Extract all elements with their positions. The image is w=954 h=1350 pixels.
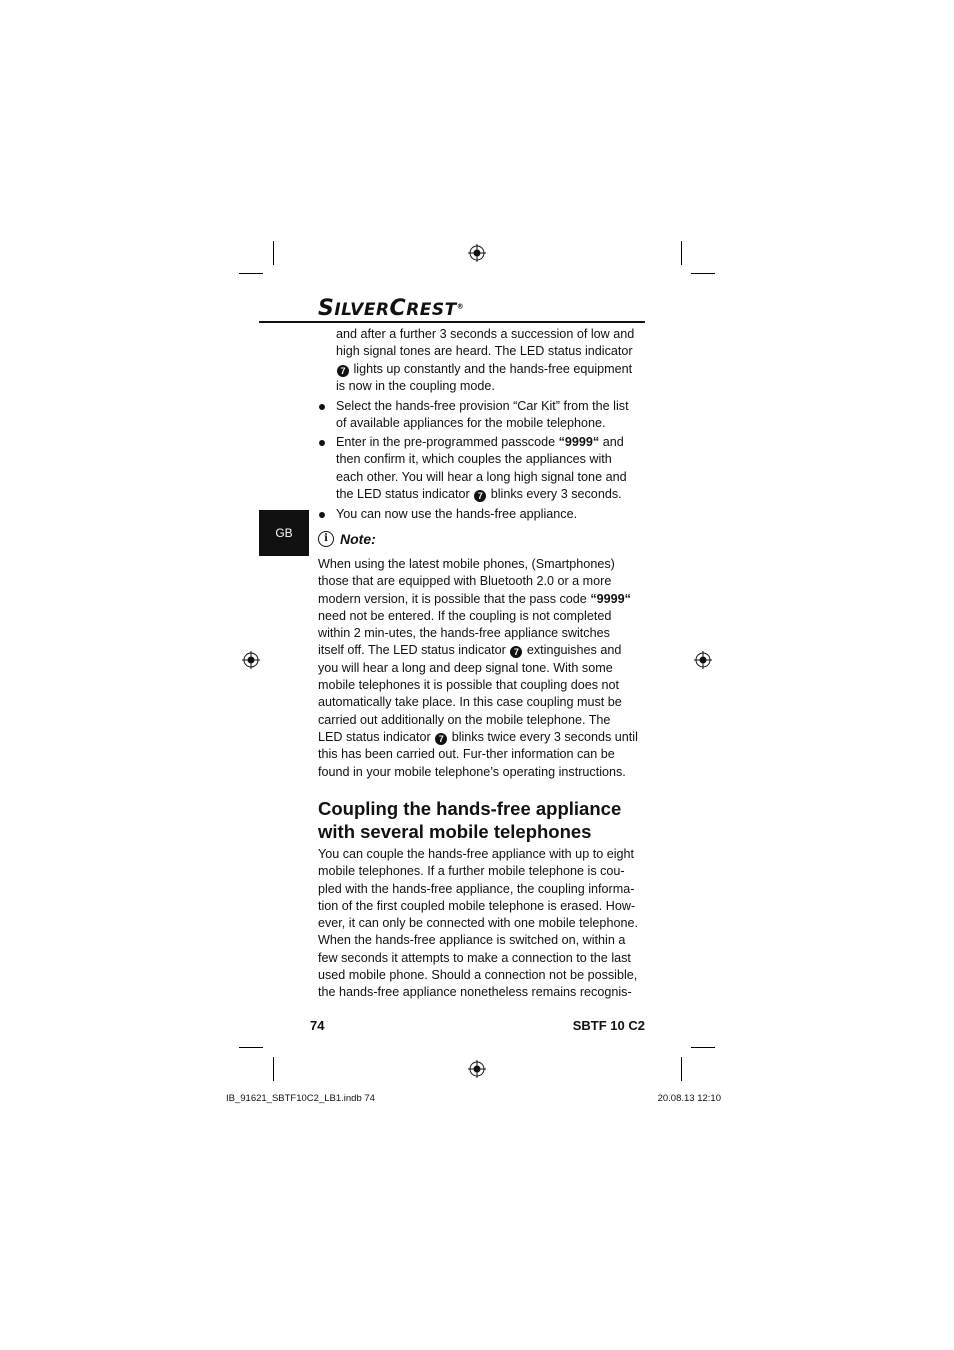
silvercrest-logo: SILVERCREST® (318, 296, 465, 321)
status-indicator-number-icon: 7 (435, 733, 447, 745)
registration-mark-icon (242, 651, 260, 669)
list-item: You can now use the hands-free appliance. (336, 507, 578, 521)
crop-mark (681, 1057, 682, 1081)
crop-mark (691, 273, 715, 274)
list-item: Enter in the pre-programmed passcode “9999“ and then confirm it, which couples the appliances with each other. You will hear a long high signal tone and the LED status indicator 7 blinks every 3 seconds. (336, 435, 627, 501)
status-indicator-number-icon: 7 (337, 365, 349, 377)
status-indicator-number-icon: 7 (510, 646, 522, 658)
crop-mark (691, 1047, 715, 1048)
crop-mark (681, 241, 682, 265)
info-icon: i (318, 531, 334, 547)
crop-mark (273, 241, 274, 265)
crop-mark (273, 1057, 274, 1081)
note-heading: i Note: (318, 531, 376, 547)
status-indicator-number-icon: 7 (474, 490, 486, 502)
model-number: SBTF 10 C2 (572, 1018, 645, 1033)
slug-date: 20.08.13 12:10 (657, 1093, 721, 1104)
note-paragraph: When using the latest mobile phones, (Smartphones) those that are equipped with Bluetooth 2.0 or a more modern version, it is possible that the pass code “9999“ need not be entered. If the coupling is not completed within 2 min-utes, the hands-free appliance switches itself off. The LED status indicator 7 extinguishes and you will hear a long and deep signal tone. With some mobile telephones it is possible that coupling does not automatically take place. In this case coupling must be carried out additionally on the mobile telephone. The LED status indicator 7 blinks twice every 3 seconds until this has been carried out. Fur-ther information can be found in your mobile telephone’s operating instructions. (318, 557, 638, 779)
intro-paragraph: and after a further 3 seconds a succession of low and high signal tones are heard. The LED status indicator 7 lights up constantly and the hands-free equipment is now in the coupling mode. (336, 327, 635, 393)
bullet-icon (319, 404, 325, 410)
slug-file: IB_91621_SBTF10C2_LB1.indb 74 (226, 1093, 375, 1104)
page-number: 74 (310, 1018, 325, 1033)
header-rule (259, 321, 645, 323)
registration-mark-icon (694, 651, 712, 669)
registration-mark-icon (468, 1060, 486, 1078)
section-paragraph: You can couple the hands-free appliance with up to eight mobile telephones. If a further mobile telephone is cou-pled with the hands-free appliance, the coupling informa-tion of the first coupled mobile telephone is erased. How-ever, it can only be connected with one mobile telephone. When the hands-free appliance is switched on, within a few seconds it attempts to make a connection to the last used mobile phone. Should a connection not be possible, the hands-free appliance nonetheless remains recognis- (318, 847, 638, 1000)
section-heading: Coupling the hands-free appliance with several mobile telephones (318, 798, 622, 842)
bullet-icon (319, 440, 325, 446)
registration-mark-icon (468, 244, 486, 262)
crop-mark (239, 1047, 263, 1048)
crop-mark (239, 273, 263, 274)
list-item: Select the hands-free provision “Car Kit” from the list of available appliances for the mobile telephone. (336, 399, 629, 431)
bullet-icon (319, 512, 325, 518)
language-tab: GB (259, 510, 309, 556)
